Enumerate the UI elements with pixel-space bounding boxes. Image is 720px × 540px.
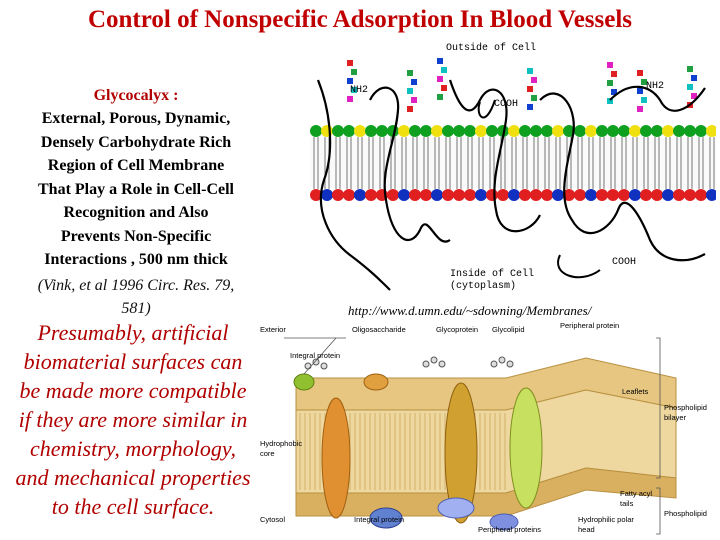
glycolipid-label: Glycolipid (492, 325, 525, 334)
phospholipid-head-inner (684, 189, 696, 201)
glycocalyx-line: Interactions , 500 nm thick (44, 251, 228, 268)
outside-of-cell-label: Outside of Cell (446, 43, 537, 54)
phospholipid-head-inner (387, 189, 399, 201)
glycan-unit (407, 106, 413, 112)
phospholipid-head-outer (310, 125, 322, 137)
integral-protein-bottom-label: Integral protein (354, 515, 405, 524)
phospholipid-head-outer (585, 125, 597, 137)
glycan-unit (411, 79, 417, 85)
inside-of-cell-label: Inside of Cell (450, 269, 535, 280)
phospholipid-head-inner (464, 189, 476, 201)
phospholipid-head-inner (530, 189, 542, 201)
glycan-unit (347, 78, 353, 84)
phospholipid-head-outer (629, 125, 641, 137)
glycan-unit (411, 97, 417, 103)
hydrophobic-core-label-1: Hydrophobic (260, 439, 303, 448)
phospholipid-head-inner (673, 189, 685, 201)
glycan-unit (527, 104, 533, 110)
glycan-unit (611, 71, 617, 77)
exterior-label: Exterior (260, 325, 286, 334)
cytosol-label: Cytosol (260, 515, 286, 524)
presumably-line: to the cell surface. (51, 494, 215, 519)
presumably-line: be made more compatible (19, 378, 247, 403)
glycan-unit (527, 68, 533, 74)
phospholipid-head-outer (541, 125, 553, 137)
glycocalyx-heading: Glycocalyx : (93, 87, 179, 104)
presumably-line: chemistry, morphology, (30, 436, 236, 461)
glycan-unit (437, 94, 443, 100)
phospholipid-head-outer (695, 125, 707, 137)
phospholipid-head-outer (420, 125, 432, 137)
fatty-acyl-label-2: tails (620, 499, 634, 508)
phospholipid-head-inner (662, 189, 674, 201)
phospholipid-head-inner (431, 189, 443, 201)
phospholipid-head-outer (673, 125, 685, 137)
phospholipid-head-outer (640, 125, 652, 137)
glycocalyx-line: Densely Carbohydrate Rich (40, 133, 232, 151)
phospholipid-head-outer (508, 125, 520, 137)
phospholipid-head-inner (343, 189, 355, 201)
leaflets-label: Leaflets (622, 387, 649, 396)
phospholipid-head-outer (651, 125, 663, 137)
phospholipid-head-inner (574, 189, 586, 201)
phospholipid-head-inner (497, 189, 509, 201)
phospholipid-head-inner (541, 189, 553, 201)
fatty-acyl-label-1: Fatty acyl (620, 489, 653, 498)
membrane-diagram-top (310, 40, 716, 298)
glycocalyx-description (0, 107, 272, 272)
phospholipid-head-outer (530, 125, 542, 137)
phospholipid-head-outer (409, 125, 421, 137)
phospholipid-head-inner (508, 189, 520, 201)
phospholipid-head-outer (464, 125, 476, 137)
citation (0, 274, 272, 320)
glycan-unit (347, 96, 353, 102)
cooh-mid-label: COOH (494, 99, 519, 110)
phospholipid-head-inner (398, 189, 410, 201)
phospholipid-head-outer (684, 125, 696, 137)
glycan-unit (437, 76, 443, 82)
phospholipid-head-outer (365, 125, 377, 137)
phospholipid-head-outer (442, 125, 454, 137)
phospholipid-head-inner (354, 189, 366, 201)
glycan-unit (687, 84, 693, 90)
phospholipid-head-outer (596, 125, 608, 137)
glycan-unit (607, 80, 613, 86)
phospholipid-head-outer (519, 125, 531, 137)
glycoprotein-label: Glycoprotein (436, 325, 479, 334)
phospholipid-head-outer (398, 125, 410, 137)
presumably-line: Presumably, artificial (37, 320, 229, 345)
phospholipid-head-inner (519, 189, 531, 201)
phospholipid-head-inner (409, 189, 421, 201)
glycan-unit (531, 95, 537, 101)
phospholipid-bilayer-label-1: Phospholipid (664, 403, 707, 412)
glycocalyx-line: That Play a Role in Cell-Cell (38, 180, 234, 198)
glycocalyx-line: External, Porous, Dynamic, (41, 110, 231, 127)
integral-protein-top-label: Integral protein (290, 351, 341, 360)
glycan-unit (527, 86, 533, 92)
glycan-unit (607, 62, 613, 68)
phospholipid-head-inner (640, 189, 652, 201)
glycocalyx-line: Region of Cell Membrane (47, 157, 225, 174)
source-url: http://www.d.umn.edu/~sdowning/Membranes/ (348, 303, 592, 318)
phospholipid-head-outer (332, 125, 344, 137)
glycan-unit (407, 88, 413, 94)
phospholipid-head-outer (662, 125, 674, 137)
glycan-unit (437, 58, 443, 64)
nh2-left-label: NH2 (350, 85, 369, 96)
glycan-unit (637, 70, 643, 76)
phospholipid-head-inner (321, 189, 333, 201)
membrane-diagram-bottom (256, 318, 718, 538)
phospholipid-head-inner (607, 189, 619, 201)
cooh-bottom-label: COOH (612, 257, 637, 268)
phospholipid-head-outer (431, 125, 443, 137)
presumably-text (0, 318, 266, 521)
phospholipid-head-inner (332, 189, 344, 201)
phospholipid-head-inner (629, 189, 641, 201)
hydrophilic-head-label-2: head (578, 525, 595, 534)
phospholipid-head-outer (574, 125, 586, 137)
citation-line: (Vink, et al 1996 Circ. Res. 79, (37, 277, 235, 294)
phospholipid-head-inner (596, 189, 608, 201)
cytoplasm-label: (cytoplasm) (450, 281, 517, 292)
phospholipid-head-inner (552, 189, 564, 201)
phospholipid-head-outer (552, 125, 564, 137)
glycan-unit (637, 106, 643, 112)
phospholipid-head-inner (651, 189, 663, 201)
glycan-unit (641, 97, 647, 103)
phospholipid-head-outer (354, 125, 366, 137)
glycan-unit (407, 70, 413, 76)
phospholipid-label: Phospholipid (664, 509, 707, 518)
glycocalyx-line: Recognition and Also (63, 204, 209, 221)
glycan-unit (687, 66, 693, 72)
glycan-unit (351, 69, 357, 75)
glycocalyx-line: Prevents Non-Specific (60, 227, 212, 245)
phospholipid-head-inner (486, 189, 498, 201)
glycan-unit (691, 75, 697, 81)
phospholipid-bilayer-label-2: bilayer (664, 413, 687, 422)
phospholipid-head-inner (365, 189, 377, 201)
phospholipid-head-outer (321, 125, 333, 137)
phospholipid-head-outer (486, 125, 498, 137)
glycan-unit (531, 77, 537, 83)
phospholipid-head-outer (475, 125, 487, 137)
phospholipid-head-inner (695, 189, 707, 201)
phospholipid-head-outer (607, 125, 619, 137)
phospholipid-head-outer (618, 125, 630, 137)
phospholipid-head-inner (453, 189, 465, 201)
presumably-line: biomaterial surfaces can (23, 349, 243, 374)
glycan-unit (347, 60, 353, 66)
presumably-line: if they are more similar in (18, 407, 248, 432)
hydrophobic-core-label-2: core (260, 449, 275, 458)
phospholipid-head-outer (453, 125, 465, 137)
slide-title: Control of Nonspecific Adsorption In Blood Vessels (87, 6, 633, 33)
glycan-unit (637, 88, 643, 94)
phospholipid-head-inner (585, 189, 597, 201)
phospholipid-head-inner (475, 189, 487, 201)
peripheral-protein-top-label: Peripheral protein (560, 321, 620, 330)
phospholipid-head-inner (442, 189, 454, 201)
glycan-unit (441, 85, 447, 91)
phospholipid-head-outer (343, 125, 355, 137)
hydrophilic-head-label-1: Hydrophilic polar (578, 515, 634, 524)
phospholipid-head-inner (618, 189, 630, 201)
citation-line: 581) (121, 300, 151, 317)
oligosaccharide-label: Oligosaccharide (352, 325, 406, 334)
peripheral-proteins-bottom-label: Peripheral proteins (478, 525, 541, 534)
phospholipid-head-inner (420, 189, 432, 201)
nh2-right-label: NH2 (646, 81, 665, 92)
phospholipid-head-outer (376, 125, 388, 137)
glycan-unit (441, 67, 447, 73)
presumably-line: and mechanical properties (15, 465, 251, 490)
